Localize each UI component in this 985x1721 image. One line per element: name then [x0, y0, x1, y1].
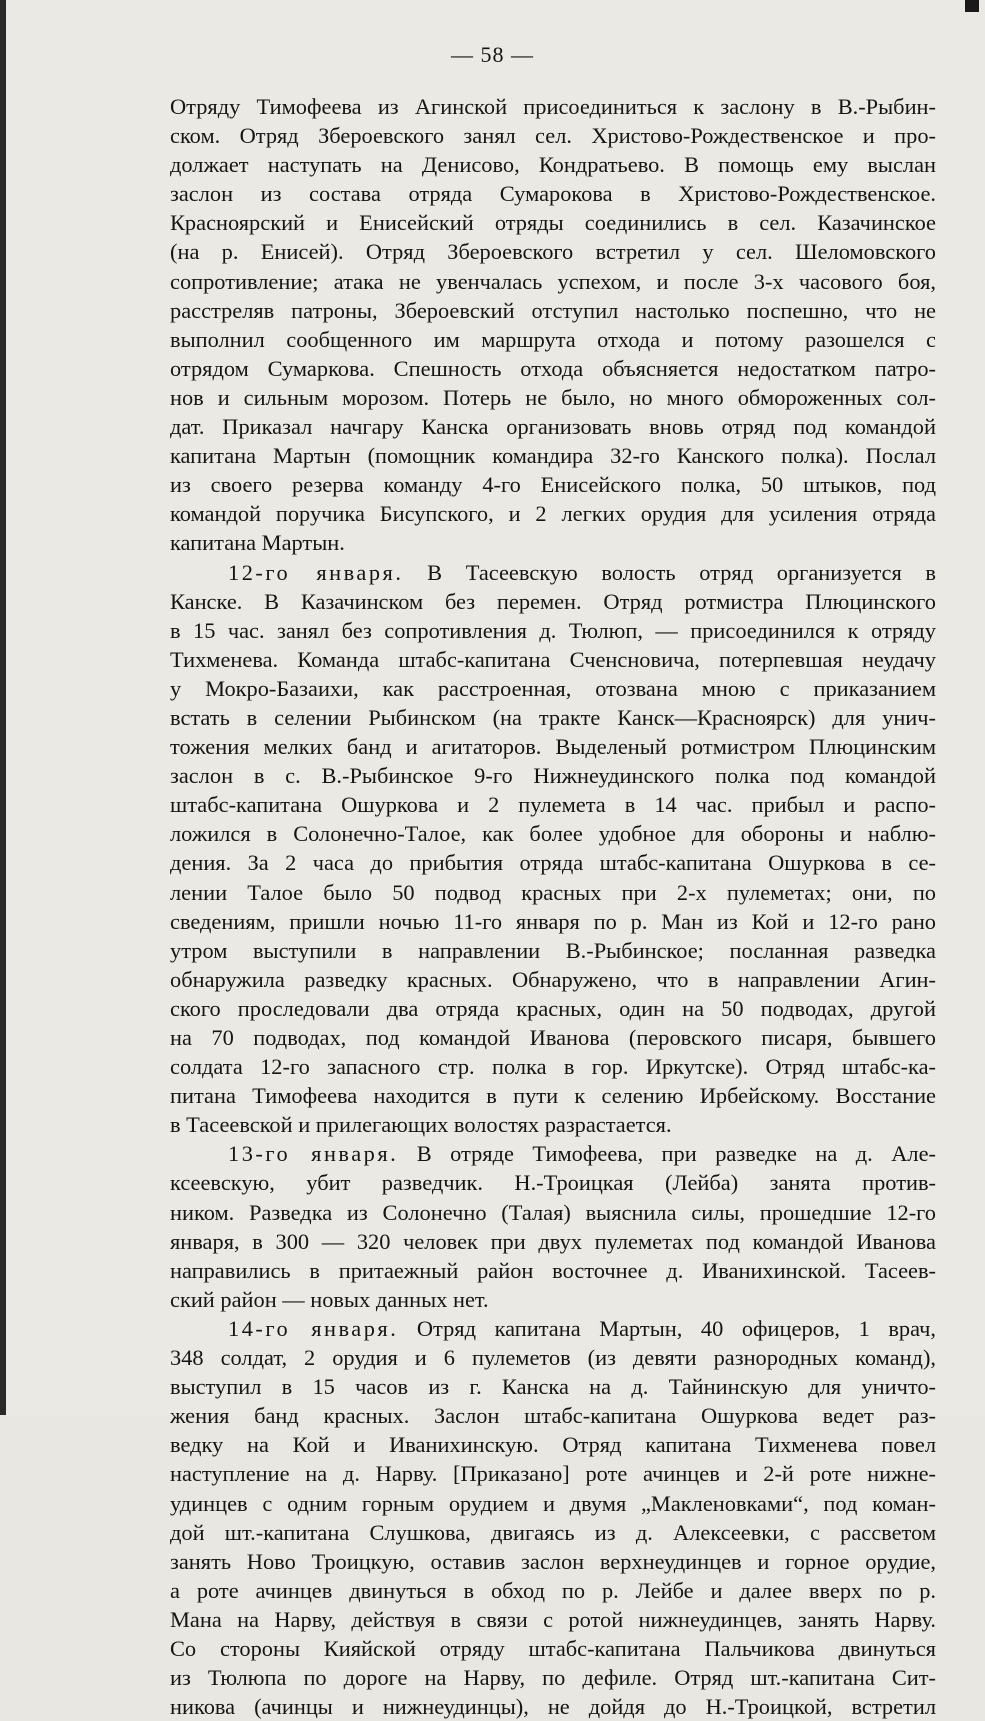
page-number: — 58 — [451, 42, 534, 67]
line-text: удинцев с одним горным орудием и двумя „Макленовками“, под коман- [170, 1490, 936, 1516]
line-text: встать в селении Рыбинском (на тракте Канск—Красноярск) для унич- [170, 704, 936, 730]
line-text: у Мокро-Базаихи, как расстроенная, отозвана мною с приказанием [170, 675, 936, 701]
text-line [170, 470, 936, 499]
line-text: в 15 час. занял без сопротивления д. Тюлюп, — присоединился к отряду [170, 617, 936, 643]
line-text: ложился в Солонечно-Талое, как более удобное для обороны и наблю- [170, 821, 936, 847]
text-line [170, 587, 936, 616]
text-line [170, 1518, 936, 1547]
text-line [170, 645, 936, 674]
text-line [170, 1227, 936, 1256]
text-line [170, 1110, 936, 1139]
line-text: солдата 12-го запасного стр. полка в гор. Иркутске). Отряд штабс-ка- [170, 1054, 936, 1080]
text-line [170, 994, 936, 1023]
text-line [170, 761, 936, 790]
line-text: на 70 подводах, под командой Иванова (перовского писаря, бывшего [170, 1025, 936, 1050]
text-line [170, 790, 936, 819]
line-text: Отряд капитана Мартын, 40 офицеров, 1 врач, [398, 1315, 937, 1341]
text-line [170, 208, 936, 237]
line-text: обнаружила разведку красных. Обнаружено, что в направлении Агин- [170, 966, 936, 992]
text-line [170, 1023, 936, 1052]
text-line [170, 936, 936, 965]
line-text: нов и сильным морозом. Потерь не было, но много обмороженных сол- [170, 384, 936, 410]
line-text: В Тасеевскую волость отряд организуется в [403, 559, 936, 585]
text-line [170, 732, 936, 761]
text-line [170, 325, 936, 354]
date-heading: 12-го января. [228, 559, 404, 585]
date-heading: 14-го января. [228, 1315, 399, 1341]
text-line [170, 1372, 936, 1401]
text-line [170, 1285, 936, 1314]
line-text: ведку на Кой и Иванихинскую. Отряд капитана Тихменева повел [170, 1432, 936, 1458]
line-text: дения. За 2 часа до прибытия отряда штабс-капитана Ошуркова в се- [170, 850, 936, 876]
text-line [170, 558, 936, 587]
line-text: заслон в с. В.-Рыбинское 9-го Нижнеудинского полка под командой [170, 763, 936, 789]
line-text: а роте ачинцев двинуться в обход по р. Лейбе и далее вверх по р. [170, 1577, 936, 1603]
text-line [170, 1576, 936, 1605]
scan-left-edge [0, 0, 6, 1415]
text-line [170, 354, 936, 383]
line-text: В отряде Тимофеева, при разведке на д. Але- [398, 1141, 937, 1167]
text-line [170, 179, 936, 208]
line-text: ский район — новых данных нет. [170, 1286, 489, 1312]
line-text: (на р. Енисей). Отряд Збероевского встретил у сел. Шеломовского [170, 239, 936, 265]
line-text: выступил в 15 часов из г. Канска на д. Тайнинскую для уничто- [170, 1374, 936, 1400]
line-text: Мана на Нарву, действуя в связи с ротой нижнеудинцев, занять Нарву. [170, 1606, 936, 1632]
text-line [170, 1314, 936, 1343]
text-line [170, 1430, 936, 1459]
text-line [170, 1256, 936, 1285]
line-text: должает наступать на Денисово, Кондратьево. В помощь ему выслан [170, 152, 936, 178]
line-text: ском. Отряд Збероевского занял сел. Христово-Рождественское и про- [170, 123, 936, 149]
line-text: января, в 300 — 320 человек при двух пулеметах под командой Иванова [170, 1228, 936, 1254]
line-text: из своего резерва команду 4-го Енисейского полка, 50 штыков, под [170, 472, 936, 498]
line-text: капитана Мартын. [170, 530, 345, 556]
text-line [170, 1052, 936, 1081]
date-heading: 13-го января. [228, 1141, 399, 1167]
line-text: из Тюлюпа по дороге на Нарву, по дефиле. Отряд шт.-капитана Сит- [170, 1665, 936, 1691]
line-text: капитана Мартын (помощник командира 32-го Канского полка). Послал [170, 443, 936, 469]
text-line [170, 1401, 936, 1430]
line-text: жения банд красных. Заслон штабс-капитана Ошуркова ведет раз- [170, 1403, 936, 1429]
text-line [170, 499, 936, 528]
line-text: лении Талое было 50 подвод красных при 2-х пулеметах; они, по [170, 879, 936, 905]
body-text [170, 92, 936, 1721]
text-line [170, 1663, 936, 1692]
text-line [170, 703, 936, 732]
text-line [170, 1139, 936, 1168]
text-line [170, 1343, 936, 1372]
text-line [170, 1489, 936, 1518]
line-text: ксеевскую, убит разведчик. Н.-Троицкая (Лейба) занята против- [170, 1170, 936, 1196]
line-text: ником. Разведка из Солонечно (Талая) выяснила силы, прошедшие 12-го [170, 1199, 936, 1225]
text-line [170, 1168, 936, 1197]
line-text: сведениям, пришли ночью 11-го января по р. Ман из Кой и 12-го рано [170, 908, 936, 934]
text-line [170, 267, 936, 296]
line-text: Со стороны Кияйской отряду штабс-капитана Пальчикова двинуться [170, 1635, 936, 1661]
text-line [170, 965, 936, 994]
line-text: заслон из состава отряда Сумарокова в Христово-Рождественское. [170, 181, 936, 207]
line-text: 348 солдат, 2 орудия и 6 пулеметов (из девяти разнородных команд), [170, 1345, 936, 1371]
line-text: Тихменева. Команда штабс-капитана Сченсновича, потерпевшая неудачу [170, 646, 936, 672]
text-line [170, 674, 936, 703]
text-line [170, 1081, 936, 1110]
text-line [170, 616, 936, 645]
line-text: отрядом Сумаркова. Спешность отхода объясняется недостатком патро- [170, 355, 936, 381]
line-text: направились в притаежный район восточнее д. Иванихинской. Тасеев- [170, 1257, 936, 1283]
line-text: дой шт.-капитана Слушкова, двигаясь из д. Алексеевки, с рассветом [170, 1519, 936, 1545]
text-line [170, 383, 936, 412]
line-text: Отряду Тимофеева из Агинской присоединиться к заслону в В.-Рыбин- [170, 94, 936, 119]
line-text: никова (ачинцы и нижнеудинцы), не дойдя до Н.-Троицкой, встретил [170, 1694, 936, 1720]
text-line [170, 907, 936, 936]
line-text: штабс-капитана Ошуркова и 2 пулемета в 14 час. прибыл и распо- [170, 792, 936, 818]
text-line [170, 1547, 936, 1576]
text-line [170, 1634, 936, 1663]
text-line [170, 121, 936, 150]
text-line [170, 878, 936, 907]
text-line [170, 819, 936, 848]
text-line [170, 237, 936, 266]
text-line [170, 1692, 936, 1721]
text-line [170, 1605, 936, 1634]
line-text: ского проследовали два отряда красных, один на 50 подводах, другой [170, 995, 936, 1021]
line-text: выполнил сообщенного им маршрута отхода и потому разошелся с [170, 326, 936, 352]
text-line [170, 412, 936, 441]
text-line [170, 1459, 936, 1488]
text-line [170, 848, 936, 877]
line-text: Канске. В Казачинском без перемен. Отряд ротмистра Плюцинского [170, 588, 936, 614]
line-text: расстреляв патроны, Збероевский отступил настолько поспешно, что не [170, 297, 936, 323]
line-text: тожения мелких банд и агитаторов. Выделеный ротмистром Плюцинским [170, 734, 936, 760]
text-line [170, 296, 936, 325]
line-text: сопротивление; атака не увенчалась успехом, и после 3-х часового боя, [170, 268, 936, 294]
text-line [170, 92, 936, 121]
line-text: дат. Приказал начгару Канска организовать вновь отряд под командой [170, 414, 936, 440]
line-text: питана Тимофеева находится в пути к селению Ирбейскому. Восстание [170, 1083, 936, 1109]
line-text: в Тасеевской и прилегающих волостях разрастается. [170, 1112, 672, 1138]
text-line [170, 1198, 936, 1227]
text-line [170, 150, 936, 179]
scan-corner-mark [965, 0, 979, 12]
line-text: командой поручика Бисупского, и 2 легких орудия для усиления отряда [170, 501, 936, 527]
line-text: наступление на д. Нарву. [Приказано] роте ачинцев и 2-й роте нижне- [170, 1461, 936, 1487]
text-line [170, 441, 936, 470]
line-text: утром выступили в направлении В.-Рыбинское; посланная разведка [170, 937, 936, 963]
line-text: Красноярский и Енисейский отряды соединились в сел. Казачинское [170, 210, 936, 236]
text-line [170, 528, 936, 557]
line-text: занять Ново Троицкую, оставив заслон верхнеудинцев и горное орудие, [170, 1548, 936, 1574]
